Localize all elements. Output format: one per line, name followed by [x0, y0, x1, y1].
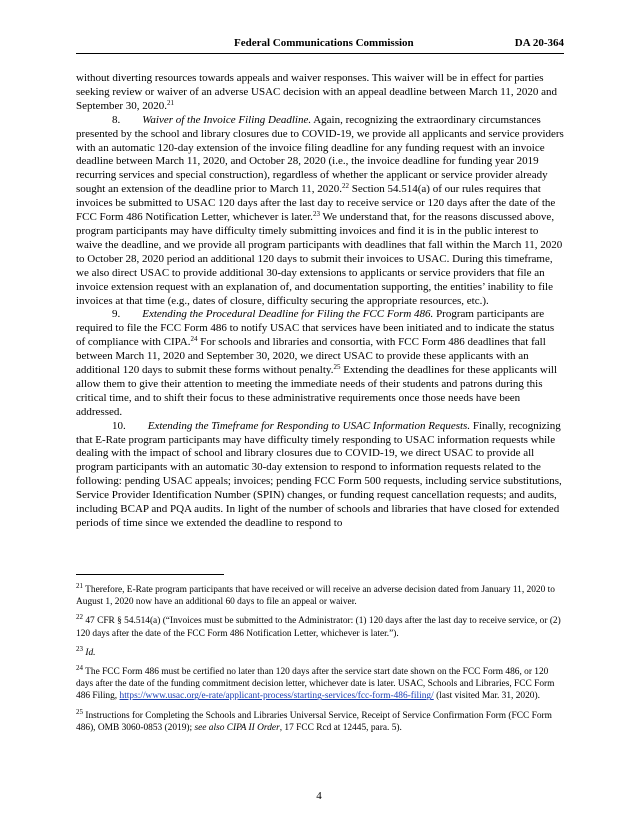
footnote-ref-25[interactable]: 25: [333, 363, 341, 372]
page-number: 4: [316, 790, 322, 802]
footnote-separator: [76, 574, 224, 575]
footnote-ref-24[interactable]: 24: [190, 335, 198, 344]
paragraph-number: 10.: [112, 419, 126, 432]
footnote-text-after: , 17 FCC Rcd at 12445, para. 5).: [279, 722, 402, 733]
footnote-text: 47 CFR § 54.514(a) (“Invoices must be submitted to the Administrator: (1) 120 days after the last day to receive service, or (2) 120 days after the date of the FCC Form 486 Notification Letter, whichever is later.”).: [76, 616, 561, 639]
footnote-citation: see also CIPA II Order: [194, 722, 280, 733]
footnote-text: Instructions for Completing the Schools and Libraries Universal Service, Receipt of Service Confirmation Form (FCC Form 486), OMB 3060-0853 (2019);: [76, 710, 552, 733]
continuation-paragraph: [76, 72, 564, 114]
footnote-number: 21: [76, 582, 83, 590]
paragraph-text: Again, recognizing the extraordinary circumstances presented by the school and library closures due to COVID-19, we provide all applicants and service providers with an automatic 120-day extension of the invoice filing deadline for any funding request with an invoice deadline between March 11, 2020, and October 28, 2020 (i.e., the invoice deadline for funding year 2019 recurring services and special construction), regardless of whether the applicant or service provider already sought an extension of the deadline prior to March 11, 2020.: [76, 113, 564, 196]
footnote-23: [76, 644, 564, 659]
footnote-text: The FCC Form 486 must be certified no later than 120 days after the service start date shown on the FCC Form 486, or 120 days after the date of the funding commitment decision letter, whichever date is later. USAC, Schools and Libraries, FCC Form 486 Filing,: [76, 667, 555, 702]
footnote-21: [76, 584, 564, 608]
paragraph-9: [76, 308, 564, 419]
footnote-number: 25: [76, 707, 83, 716]
footnote-22: [76, 615, 564, 639]
paragraph-text: For schools and libraries and consortia, with FCC Form 486 deadlines that fall between March 11, 2020 and September 30, 2020, we direct USAC to provide these applicants with an additional 120 days to submit these forms without penalty.: [76, 336, 546, 377]
footnote-number: 23: [76, 644, 83, 653]
footnote-number: 24: [76, 664, 83, 673]
footnote-ref-21[interactable]: 21: [167, 98, 175, 107]
paragraph-text: Program participants are required to file the FCC Form 486 to notify USAC that services have been initiated and to indicate the status of compliance with CIPA.: [76, 308, 555, 349]
footnote-text-after: (last visited Mar. 31, 2020).: [433, 691, 540, 702]
footnote-number: 22: [76, 613, 83, 622]
paragraph-number: 8.: [112, 113, 121, 126]
usac-form-486-link[interactable]: https://www.usac.org/e-rate/applicant-process/starting-services/fcc-form-486-filing/: [119, 691, 434, 702]
page-header: [76, 37, 564, 53]
paragraph-number: 9.: [112, 308, 121, 321]
paragraph-heading: Extending the Timeframe for Responding to USAC Information Requests.: [147, 419, 471, 432]
footnote-25: [76, 707, 564, 734]
footnote-ref-23[interactable]: 23: [312, 210, 320, 219]
paragraph-heading: Extending the Procedural Deadline for Filing the FCC Form 486.: [142, 308, 434, 321]
paragraph-text: Finally, recognizing that E-Rate program participants may have difficulty timely responding to USAC information requests while dealing with the impact of school and library closures due to COVID-19, we direct USAC to provide all program participants with an automatic 30-day extension to respond to information requests related to the following: pending USAC appeals; invoices; pending FCC Form 500 requests, including service substitutions, Service Provider Identification Number (SPIN) changes, or funding request cancellation requests; and audits, including BCAP and PQA audits. In light of the number of schools and libraries that have closed for extended periods of time since we extended the deadline to respond to: [76, 419, 562, 529]
continuation-text: without diverting resources towards appeals and waiver responses. This waiver will be in effect for parties seeking review or waiver of an adverse USAC decision with an appeal deadline between March 11, 2020 and September 30, 2020.: [76, 72, 557, 112]
header-doc-number: DA 20-364: [514, 37, 564, 49]
header-agency: Federal Communications Commission: [234, 37, 414, 49]
paragraph-text: Section 54.514(a) of our rules requires that invoices be submitted to USAC 120 days after the last day to receive service or 120 days after the date of the FCC Form 486 Notification Letter, whichever is later.: [76, 183, 556, 224]
body-text: [76, 72, 564, 531]
paragraph-text: We understand that, for the reasons discussed above, program participants may have difficulty timely submitting invoices and find it is in the public interest to waive the deadline, and we provide all program participants with deadlines that fall within the March 11, 2020 to October 28, 2020 period an additional 120 days to submit their invoices to USAC. During this timeframe, we also direct USAC to provide additional 30-day extensions to applicants or service providers that file an invoice extension request with an explanation of, and documentation supporting, the entities’ inability to file invoices at that time (e.g., dates of closure, difficulty securing the appropriate resources, etc.).: [76, 211, 563, 307]
footnote-24: [76, 666, 564, 703]
paragraph-8: [76, 114, 564, 309]
footnote-text: Therefore, E-Rate program participants that have received or will receive an adverse decision dated from January 11, 2020 to August 1, 2020 now have an additional 60 days to file an appeal or waiver.: [76, 585, 555, 608]
header-rule: [76, 53, 564, 54]
footnote-ref-22[interactable]: 22: [341, 182, 349, 191]
paragraph-heading: Waiver of the Invoice Filing Deadline.: [142, 113, 312, 126]
paragraph-text: Extending the deadlines for these applicants will allow them to give their attention to meeting the immediate needs of their students and patrons during this critical time, and to shift their focus to these administrative requirements once those needs have been addressed.: [76, 364, 558, 418]
paragraph-10: [76, 420, 564, 531]
footnotes: [76, 584, 564, 741]
footnote-text: Id.: [83, 647, 96, 658]
